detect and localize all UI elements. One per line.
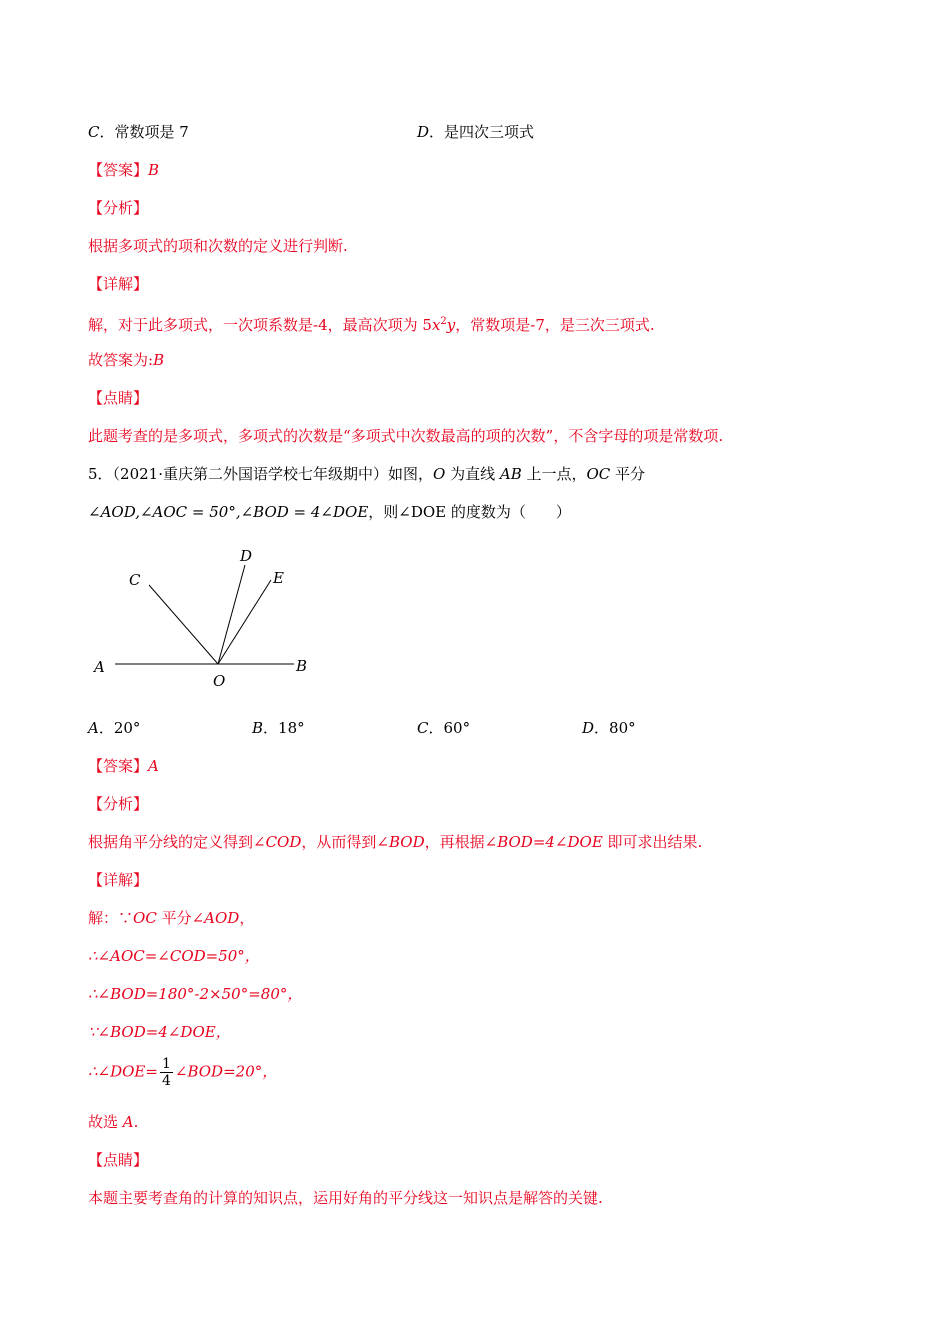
fraction-numerator: 1 — [161, 1056, 171, 1072]
q5-analysis-a: 根据角平分线的定义得到 — [88, 833, 254, 851]
q5-step1 — [88, 908, 254, 928]
q5-conclusion-c: . — [133, 1113, 139, 1131]
q5-step1-e: ， — [239, 909, 255, 927]
q4-detail-y: y — [446, 316, 456, 334]
q5-stem-b: 为直线 — [445, 465, 500, 483]
q5-analysis-rel: ∠BOD=4∠DOE — [484, 833, 603, 851]
q5-step5-fraction — [160, 1056, 173, 1089]
q5-comment-label: 【点睛】 — [88, 1151, 149, 1169]
q5-stem-c: 上一点， — [521, 465, 587, 483]
q4-detail-sup: 2 — [440, 316, 447, 327]
q5-analysis-c: ，再根据 — [424, 833, 485, 851]
q5-step5-a: ∴∠DOE= — [88, 1062, 158, 1081]
q4-answer-value: B — [148, 161, 160, 179]
q5-step5 — [88, 1056, 277, 1089]
q5-analysis-label: 【分析】 — [88, 795, 149, 813]
q5-analysis-cod: ∠COD — [253, 833, 302, 851]
q4-detail-label: 【详解】 — [88, 275, 149, 293]
q4-conclusion — [88, 350, 164, 370]
q5-answer — [88, 756, 159, 776]
q5-step4: ∵∠BOD=4∠DOE， — [88, 1023, 231, 1041]
label-c: C — [129, 571, 141, 589]
q5-conclusion-a: 故选 — [88, 1113, 123, 1131]
q4-detail-a: 解，对于此多项式，一次项系数是-4，最高次项为 5 — [88, 316, 432, 334]
q5-analysis-b: ，从而得到 — [301, 833, 377, 851]
q5-conclusion-b: A — [122, 1113, 134, 1131]
q5-stem-line2 — [88, 502, 571, 522]
q5-answer-value: A — [148, 757, 159, 775]
q5-step1-a: 解：∵ — [88, 909, 134, 927]
q4-option-d — [417, 122, 534, 142]
q4-answer — [88, 160, 159, 180]
q4-analysis-text: 根据多项式的项和次数的定义进行判断. — [88, 237, 348, 255]
q4-detail-x: x — [431, 316, 441, 334]
label-o: O — [213, 672, 226, 690]
q5-analysis-text — [88, 832, 702, 852]
q5-stem-o: O — [433, 465, 446, 483]
q5-conclusion — [88, 1112, 138, 1132]
ray-oe — [218, 580, 271, 664]
q5-option-a-letter: A — [88, 719, 99, 737]
label-e: E — [273, 569, 284, 587]
q5-step1-b: OC — [133, 909, 157, 927]
q5-option-b-text: ．18° — [263, 719, 305, 737]
q5-stem-ab: AB — [499, 465, 522, 483]
q4-option-c-letter: C — [88, 123, 100, 141]
q5-option-c-text: ．60° — [428, 719, 471, 737]
q4-option-c-text: ．常数项是 7 — [99, 123, 189, 141]
q5-analysis-bod: ∠BOD — [376, 833, 425, 851]
q4-comment-label: 【点睛】 — [88, 389, 149, 407]
q5-comment-text: 本题主要考查角的计算的知识点，运用好角的平分线这一知识点是解答的关键. — [88, 1189, 603, 1207]
q4-option-c — [88, 122, 189, 142]
q5-step5-b: ∠BOD=20°， — [174, 1062, 278, 1081]
q4-detail-b: ，常数项是-7，是三次三项式. — [455, 316, 655, 334]
q5-option-c-letter: C — [417, 719, 429, 737]
q5-option-b — [252, 718, 305, 738]
q5-option-a-text: ．20° — [98, 719, 141, 737]
q5-option-d — [582, 718, 636, 738]
q5-stem-math: ∠AOD,∠AOC = 50°,∠BOD = 4∠DOE — [88, 503, 369, 521]
q4-analysis-label: 【分析】 — [88, 199, 149, 217]
q5-angle-figure — [88, 540, 328, 700]
q4-comment-text: 此题考查的是多项式，多项式的次数是“多项式中次数最高的项的次数”，不含字母的项是常数项. — [88, 427, 724, 445]
fraction-denominator: 4 — [161, 1073, 171, 1089]
q4-conclusion-a: 故答案为: — [88, 351, 154, 369]
label-d: D — [240, 547, 253, 565]
q4-answer-label: 【答案】 — [88, 161, 149, 179]
ray-oc — [149, 585, 218, 664]
q5-step2: ∴∠AOC=∠COD=50°， — [88, 947, 260, 965]
q5-detail-label: 【详解】 — [88, 871, 149, 889]
q4-option-d-text: ．是四次三项式 — [429, 123, 535, 141]
q5-stem-a: 5．（2021·重庆第二外国语学校七年级期中）如图， — [88, 465, 433, 483]
q5-option-a — [88, 718, 140, 738]
q5-option-d-letter: D — [582, 719, 595, 737]
q5-stem-d: 平分 — [610, 465, 646, 483]
q5-option-b-letter: B — [252, 719, 264, 737]
ray-od — [218, 565, 245, 664]
q4-conclusion-b: B — [153, 351, 165, 369]
q4-option-d-letter: D — [417, 123, 430, 141]
q4-detail-text — [88, 312, 655, 335]
q5-analysis-d: 即可求出结果. — [602, 833, 703, 851]
label-a: A — [94, 658, 105, 676]
q5-stem-text: ，则∠DOE 的度数为（ ） — [368, 503, 571, 521]
q5-option-d-text: ．80° — [594, 719, 636, 737]
q5-step1-d: ∠AOD — [191, 909, 240, 927]
q5-answer-label: 【答案】 — [88, 757, 149, 775]
q5-step1-c: 平分 — [156, 909, 192, 927]
label-b: B — [296, 657, 308, 675]
q5-option-c — [417, 718, 470, 738]
q5-stem-oc: OC — [586, 465, 611, 483]
q5-stem-line1 — [88, 464, 645, 484]
q5-step3: ∴∠BOD=180°-2×50°=80°， — [88, 985, 303, 1003]
